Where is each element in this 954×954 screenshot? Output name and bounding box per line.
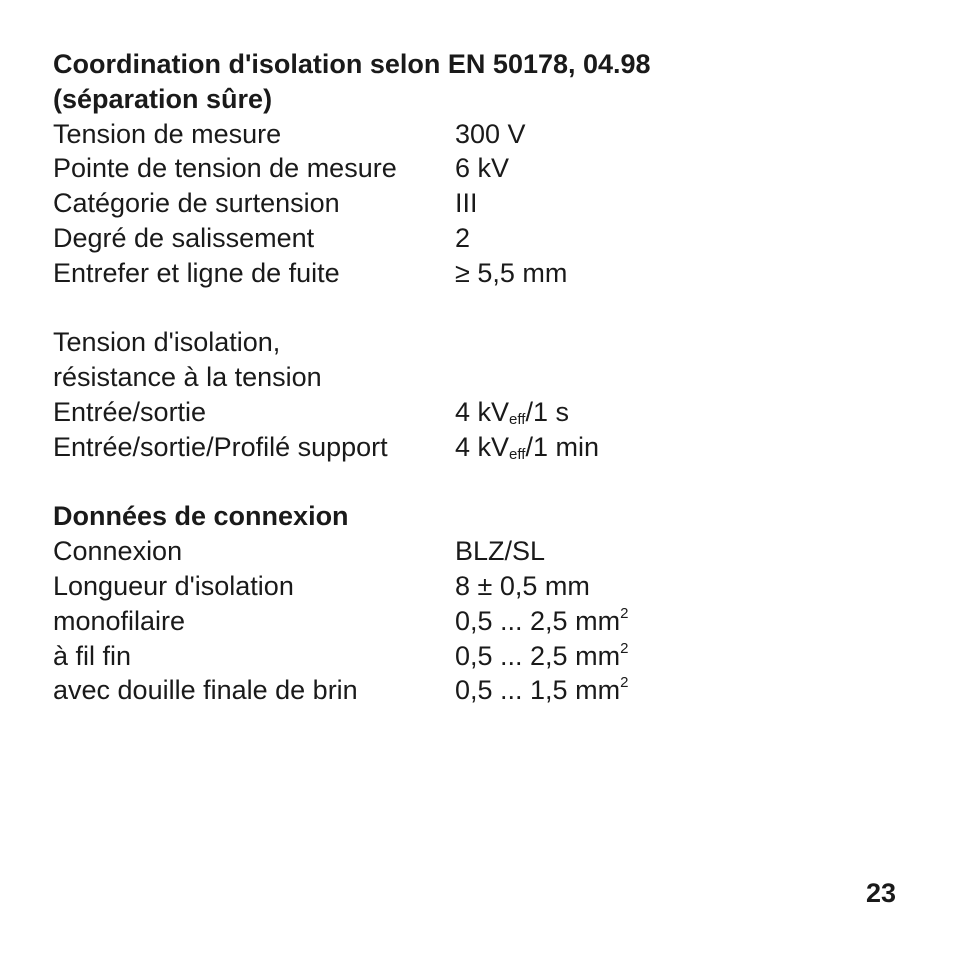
spec-row-entrefer [53,256,913,291]
spec-label: avec douille finale de brin [53,675,358,706]
spec-row-tension-mesure [53,117,913,152]
spec-value: 6 kV [455,153,510,184]
spec-label: monofilaire [53,605,186,636]
value-subscript: eff [509,445,526,463]
section-heading-connexion: Données de connexion [53,501,349,532]
value-superscript: 2 [620,639,629,657]
spec-sheet [53,47,913,708]
spec-label: à fil fin [53,640,132,671]
value-subscript: eff [509,410,526,428]
spec-value: 2 [455,222,471,253]
spec-value: ≥ 5,5 mm [455,257,568,288]
spec-row-douille-finale [53,673,913,708]
value-suffix: /1 min [525,431,599,462]
section-spacer [53,291,913,326]
spec-label: Degré de salissement [53,222,315,253]
spec-value [455,639,913,674]
spec-value [455,395,913,430]
spec-value: 300 V [455,118,526,149]
spec-label: Entrée/sortie [53,396,207,427]
spec-value [455,673,913,708]
spec-label: Connexion [53,536,183,567]
section-intro-text: Tension d'isolation, [53,327,281,358]
section-intro-resistance [53,360,913,395]
section-heading-isolation-coordination: Coordination d'isolation selon EN 50178, 04.98 [53,49,651,79]
spec-row-degre-salissement [53,221,913,256]
section-intro-text: résistance à la tension [53,362,322,393]
value-text: 0,5 ... 2,5 mm [455,640,621,671]
spec-row-longueur-isolation [53,569,913,604]
spec-label: Entrefer et ligne de fuite [53,257,340,288]
section-heading-isolation-coordination-sub: (séparation sûre) [53,83,273,114]
spec-row-fil-fin [53,639,913,674]
value-prefix: 4 kV [455,431,510,462]
spec-label: Pointe de tension de mesure [53,153,397,184]
value-superscript: 2 [620,674,629,692]
spec-value: III [455,188,478,219]
spec-row-connexion [53,534,913,569]
spec-label: Entrée/sortie/Profilé support [53,431,388,462]
value-prefix: 4 kV [455,396,510,427]
spec-row-monofilaire [53,604,913,639]
value-text: 0,5 ... 1,5 mm [455,675,621,706]
section-intro-tension-isolation [53,325,913,360]
spec-value: BLZ/SL [455,536,546,567]
spec-row-pointe-tension [53,151,913,186]
page-number: 23 [866,878,897,908]
value-suffix: /1 s [525,396,569,427]
section-spacer [53,465,913,500]
spec-label: Catégorie de surtension [53,188,340,219]
spec-value: 8 ± 0,5 mm [455,570,590,601]
value-superscript: 2 [620,604,629,622]
spec-label: Longueur d'isolation [53,570,294,601]
spec-row-categorie-surtension [53,186,913,221]
spec-row-entree-sortie [53,395,913,430]
spec-value [455,604,913,639]
value-text: 0,5 ... 2,5 mm [455,605,621,636]
spec-row-entree-sortie-profile [53,430,913,465]
spec-value [455,430,913,465]
spec-label: Tension de mesure [53,118,282,149]
